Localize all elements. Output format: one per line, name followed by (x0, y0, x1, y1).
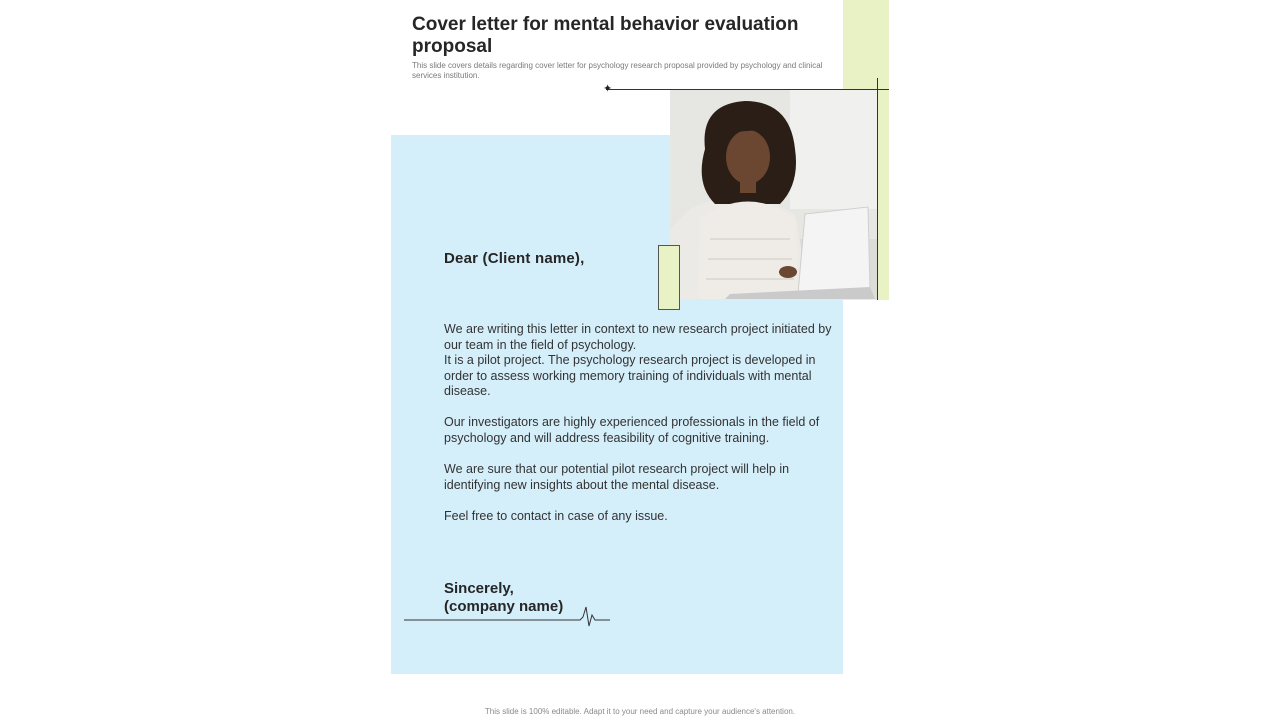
letter-paragraph: We are sure that our potential pilot research project will help in identifying new insights about the mental disease. (444, 462, 790, 492)
letter-paragraph: Our investigators are highly experienced professionals in the field of psychology and will address feasibility of cognitive training. (444, 415, 820, 446)
letter-paragraph: Feel free to contact in case of any issue. (444, 508, 668, 523)
decorative-horizontal-line (606, 89, 889, 90)
page-title: Cover letter for mental behavior evaluation proposal (412, 14, 799, 57)
page-subtitle: This slide covers details regarding cover letter for psychology research proposal provided by psychology and clinical services institution. (412, 61, 823, 80)
footer-note: This slide is 100% editable. Adapt it to your need and capture your audience's attention. (484, 707, 796, 716)
woman-with-laptop-photo (670, 89, 878, 299)
letter-greeting: Dear (Client name), (444, 250, 585, 267)
closing-text: Sincerely, (444, 580, 514, 597)
decorative-vertical-line (877, 78, 878, 300)
sparkle-icon: ✦ (603, 83, 613, 95)
letter-paragraph: It is a pilot project. The psychology research project is developed in order to assess working memory training of individuals with mental disease. (444, 353, 816, 399)
decorative-green-block (658, 245, 680, 310)
letter-body (444, 322, 839, 540)
heartbeat-signature-line (404, 605, 610, 627)
signature-text: (company name) (444, 598, 564, 615)
letter-paragraph: We are writing this letter in context to new research project initiated by our team in the field of psychology. (444, 322, 832, 352)
